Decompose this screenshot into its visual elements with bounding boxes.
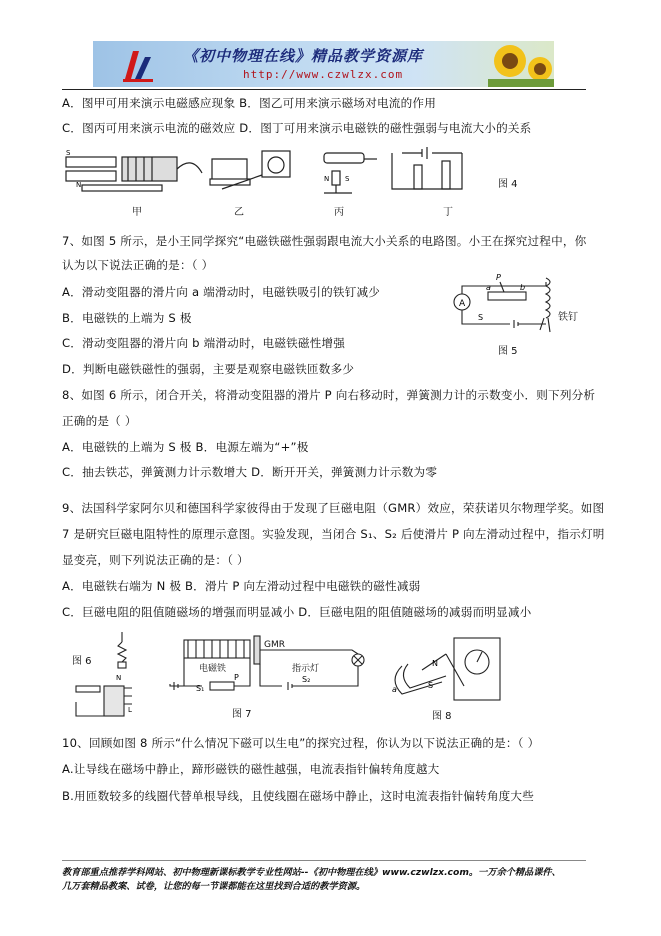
fig6-caption: 图 6 [72, 656, 92, 667]
footer-line1: 教育部重点推荐学科网站、初中物理新课标教学专业性网站--《初中物理在线》www.czwlzx.com。一万余个精品课件、 [62, 867, 561, 878]
fig4-jia-diagram [66, 157, 202, 191]
q9-option-cd: C．巨磁电阻的阻值随磁场的增强而明显减小 D．巨磁电阻的阻值随磁场的减弱而明显减小 [62, 605, 532, 619]
q8-stem-line1: 8、如图 6 所示，闭合开关，将滑动变阻器的滑片 P 向右移动时，弹簧测力计的示数变小．则下列分析 [62, 388, 596, 402]
svg-text:S: S [66, 149, 71, 157]
svg-text:L: L [128, 706, 132, 714]
svg-text:b: b [520, 283, 526, 292]
figure-5 [448, 268, 588, 344]
q9-stem-line1: 9、法国科学家阿尔贝和德国科学家彼得由于发现了巨磁电阻（GMR）效应，荣获诺贝尔物理学奖。如图 [62, 501, 605, 515]
svg-text:a: a [486, 283, 491, 292]
fig7-electromagnet-label: 电磁铁 [199, 664, 227, 674]
q7-option-a: A．滑动变阻器的滑片向 a 端滑动时，电磁铁吸引的铁钉减少 [62, 285, 381, 299]
fig4-caption: 图 4 [498, 179, 518, 190]
banner-title: 《初中物理在线》精品教学资源库 [183, 47, 424, 65]
q10-stem: 10、回顾如图 8 所示“什么情况下磁可以生电”的探究过程，你认为以下说法正确的是：（ ） [62, 736, 540, 750]
banner-url: http://www.czwlzx.com [243, 68, 404, 81]
q9-option-ab: A．电磁铁右端为 N 极 B．滑片 P 向左滑动过程中电磁铁的磁性减弱 [62, 579, 421, 593]
q7-option-d: D．判断电磁铁磁性的强弱，主要是观察电磁铁匝数多少 [62, 362, 355, 376]
svg-text:S: S [478, 313, 484, 322]
q9-stem-line3: 显变亮，则下列说法正确的是：（ ） [62, 553, 249, 567]
q6-option-ab: A．图甲可用来演示电磁感应现象 B．图乙可用来演示磁场对电流的作用 [62, 96, 436, 110]
q10-option-b: B.用匝数较多的线圈代替单根导线，且使线圈在磁场中静止，这时电流表指针偏转角度大些 [62, 789, 534, 803]
q8-stem-line2: 正确的是（ ） [62, 414, 137, 428]
q9-stem-line2: 7 是研究巨磁电阻特性的原理示意图。实验发现，当闭合 S₁、S₂ 后使滑片 P 向左滑动过程中，指示灯明 [62, 527, 605, 541]
site-logo-icon [119, 45, 159, 85]
fig4-label-jia: 甲 [132, 207, 142, 218]
q6-option-cd: C．图丙可用来演示电流的磁效应 D．图丁可用来演示电磁铁的磁性强弱与电流大小的关系 [62, 121, 532, 135]
svg-text:N: N [76, 181, 82, 189]
fig4-label-bing: 丙 [334, 207, 344, 218]
fig5-caption: 图 5 [498, 346, 518, 357]
q7-option-c: C．滑动变阻器的滑片向 b 端滑动时，电磁铁磁性增强 [62, 336, 346, 350]
svg-text:S: S [345, 175, 350, 183]
svg-text:N: N [324, 175, 330, 183]
fig4-bing-diagram [324, 153, 377, 193]
sunflower-icon [488, 41, 554, 87]
svg-text:P: P [496, 273, 501, 282]
q8-option-cd: C．抽去铁芯，弹簧测力计示数增大 D．断开开关，弹簧测力计示数为零 [62, 465, 438, 479]
fig7-caption: 图 7 [232, 709, 252, 720]
svg-text:S: S [428, 681, 434, 690]
q10-option-a: A.让导线在磁场中静止，蹄形磁铁的磁性越强，电流表指针偏转角度越大 [62, 762, 440, 776]
svg-text:N: N [116, 674, 122, 682]
header-rule [62, 89, 586, 90]
fig7-lamp-label: 指示灯 [292, 664, 320, 674]
footer-line2: 几万套精品教案、试卷，让您的每一节课都能在这里找到合适的教学资源。 [62, 881, 366, 892]
fig8-caption: 图 8 [432, 711, 452, 722]
fig5-nail-label: 铁钉 [558, 312, 578, 323]
fig7-gmr-label: GMR [264, 640, 285, 650]
fig8-diagram [395, 638, 500, 700]
q7-stem-line2: 认为以下说法正确的是：（ ） [62, 258, 214, 272]
svg-text:N: N [432, 659, 438, 668]
footer-rule [62, 860, 586, 861]
svg-text:S₂: S₂ [302, 675, 311, 684]
svg-text:A: A [459, 299, 466, 309]
svg-text:P: P [234, 673, 239, 682]
svg-text:a: a [392, 685, 397, 694]
q7-option-b: B．电磁铁的上端为 S 极 [62, 311, 192, 325]
q7-stem-line1: 7、如图 5 所示，是小王同学探究“电磁铁磁性强弱跟电流大小关系的电路图。小王在探究过程中，你 [62, 234, 587, 248]
svg-text:S₁: S₁ [196, 684, 205, 693]
fig4-yi-diagram [210, 151, 290, 189]
header-banner [93, 41, 554, 87]
fig6-diagram [76, 632, 132, 716]
fig4-label-ding: 丁 [443, 207, 453, 218]
fig4-label-yi: 乙 [234, 207, 244, 218]
fig4-ding-diagram [392, 147, 462, 189]
q8-option-ab: A．电磁铁的上端为 S 极 B．电源左端为“+”极 [62, 440, 309, 454]
figures-6-7-8 [62, 630, 592, 725]
